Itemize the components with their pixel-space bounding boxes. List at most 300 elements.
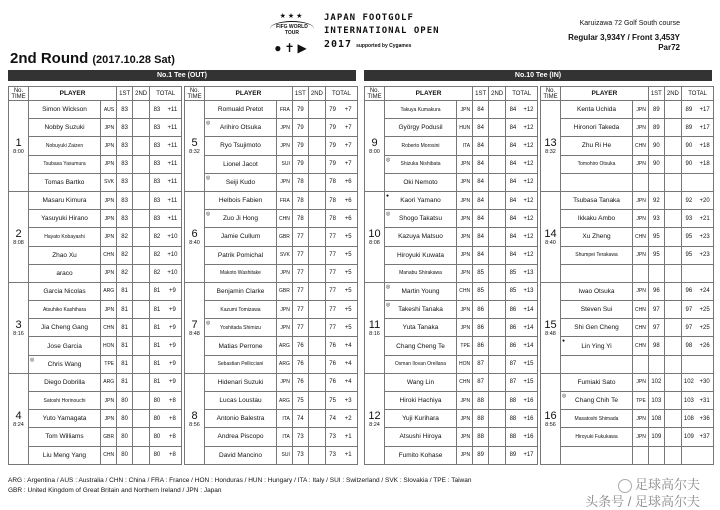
round1-score: 98: [648, 337, 664, 355]
player-name: Jose Garcia: [29, 337, 101, 355]
total-score: 83: [150, 119, 164, 137]
player-mark-icon: ◎: [206, 120, 211, 127]
table-row: [9, 173, 182, 191]
table-row: [185, 264, 358, 282]
to-par: [696, 173, 714, 191]
player-name: ◎ Chang Chih Te: [561, 392, 633, 410]
total-score: 79: [325, 137, 339, 155]
round1-score: [648, 446, 664, 464]
to-par: +11: [164, 101, 182, 119]
round1-score: 84: [473, 210, 489, 228]
round1-score: [648, 355, 664, 373]
total-score: 76: [325, 337, 339, 355]
table-row: [9, 446, 182, 464]
watermark: 足球高尔夫 头条号 / 足球高尔夫: [585, 477, 700, 509]
total-score: 82: [150, 228, 164, 246]
to-par: +5: [339, 228, 357, 246]
round1-score: 88: [473, 410, 489, 428]
round1-score: 97: [648, 301, 664, 319]
player-name: ◎ Seiji Kudo: [205, 173, 277, 191]
round1-score: 97: [648, 319, 664, 337]
round1-score: 83: [117, 101, 133, 119]
player-country: JPN: [277, 319, 293, 337]
round2-score: [308, 155, 325, 173]
player-country: HUN: [457, 119, 473, 137]
total-score: 83: [150, 101, 164, 119]
table-row: [9, 392, 182, 410]
player-country: JPN: [633, 191, 649, 209]
round2-score: [489, 446, 506, 464]
page-title: 2nd Round (2017.10.28 Sat): [10, 50, 175, 67]
round2-score: [489, 137, 506, 155]
player-country: [633, 264, 649, 282]
to-par: +12: [520, 173, 538, 191]
round2-score: [664, 282, 681, 300]
col-player: PLAYER: [561, 87, 649, 101]
total-score: 102: [681, 373, 696, 391]
total-score: [681, 173, 696, 191]
table-row: [9, 428, 182, 446]
to-par: +4: [339, 373, 357, 391]
player-name: ◎ Takeshi Tanaka: [385, 301, 457, 319]
group-time: 9 8:00: [365, 101, 385, 192]
table-row: [9, 337, 182, 355]
player-name: Roberto Morosini: [385, 137, 457, 155]
player-name: Jamie Cullum: [205, 228, 277, 246]
player-name: Zhao Xu: [29, 246, 101, 264]
round2-score: [489, 337, 506, 355]
pairing-table: [364, 86, 538, 465]
round2-score: [308, 319, 325, 337]
col-second: 2ND: [308, 87, 325, 101]
total-score: 73: [325, 446, 339, 464]
total-score: 98: [681, 337, 696, 355]
table-row: [365, 228, 538, 246]
total-score: 74: [325, 410, 339, 428]
player-name: Manabu Shirakawa: [385, 264, 457, 282]
round2-score: [133, 446, 150, 464]
to-par: [696, 264, 714, 282]
player-country: ARG: [101, 373, 117, 391]
player-country: CHN: [633, 319, 649, 337]
group-time: 1 8:00: [9, 101, 29, 192]
player-name: Liu Meng Yang: [29, 446, 101, 464]
round1-score: 93: [648, 210, 664, 228]
round1-score: 78: [292, 210, 308, 228]
player-country: SUI: [277, 155, 293, 173]
table-row: [185, 301, 358, 319]
total-score: 85: [506, 282, 520, 300]
player-name: Wang Lin: [385, 373, 457, 391]
round2-score: [308, 428, 325, 446]
round1-score: 103: [648, 392, 664, 410]
player-name: Makoto Washitake: [205, 264, 277, 282]
player-name: Yuta Tanaka: [385, 319, 457, 337]
round-date: (2017.10.28 Sat): [92, 54, 175, 66]
to-par: +2: [339, 410, 357, 428]
round1-score: 75: [292, 392, 308, 410]
to-par: +10: [164, 264, 182, 282]
total-score: 82: [150, 264, 164, 282]
table-row: [185, 319, 358, 337]
player-country: CHN: [101, 319, 117, 337]
table-row: [9, 264, 182, 282]
round1-score: 73: [292, 446, 308, 464]
player-name: ◎ Shizuka Nishibata: [385, 155, 457, 173]
player-country: JPN: [101, 210, 117, 228]
player-country: JPN: [101, 155, 117, 173]
round2-score: [664, 392, 681, 410]
table-row: [185, 392, 358, 410]
player-name: Hiroyuki Fukukawa: [561, 428, 633, 446]
player-country: JPN: [457, 210, 473, 228]
col-time: No. TIME: [541, 87, 561, 101]
round2-score: [664, 155, 681, 173]
round2-score: [133, 410, 150, 428]
table-row: [541, 282, 714, 300]
player-country: JPN: [633, 410, 649, 428]
round2-score: [308, 191, 325, 209]
round2-score: [133, 228, 150, 246]
col-second: 2ND: [133, 87, 150, 101]
player-name: Matias Perrone: [205, 337, 277, 355]
round1-score: 102: [648, 373, 664, 391]
round2-score: [664, 373, 681, 391]
table-row: [541, 191, 714, 209]
to-par: +21: [696, 210, 714, 228]
round1-score: 82: [117, 264, 133, 282]
total-score: 81: [150, 282, 164, 300]
round2-score: [308, 137, 325, 155]
col-second: 2ND: [664, 87, 681, 101]
round1-score: 84: [473, 155, 489, 173]
table-row: [541, 428, 714, 446]
table-row: [365, 246, 538, 264]
country-legend: ARG : Argentina / AUS : Australia / CHN : China / FRA : France / HON : Honduras / HUN : Hungary / ITA : Italy / SUI : Switzerland / SVK : Slovakia / TPE : Taiwan GBR : United Kingdom of Great Britain and Northern Ireland / JPN : Japan: [8, 477, 472, 494]
table-row: [9, 155, 182, 173]
to-par: +1: [339, 446, 357, 464]
total-score: 86: [506, 337, 520, 355]
to-par: +18: [696, 137, 714, 155]
player-name: Ikkaku Ambo: [561, 210, 633, 228]
round1-score: 78: [292, 173, 308, 191]
round1-score: 88: [473, 428, 489, 446]
total-score: 97: [681, 319, 696, 337]
round1-score: 76: [292, 337, 308, 355]
player-name: ● Lin Ying Yi: [561, 337, 633, 355]
player-country: JPN: [277, 264, 293, 282]
player-mark-icon: ◎: [386, 302, 391, 309]
round1-score: 86: [473, 319, 489, 337]
to-par: +12: [520, 101, 538, 119]
to-par: +9: [164, 319, 182, 337]
player-mark-icon: ◎: [386, 283, 391, 290]
player-mark-icon: ◎: [206, 320, 211, 327]
player-country: [633, 173, 649, 191]
table-row: [541, 355, 714, 373]
player-country: JPN: [277, 301, 293, 319]
table-row: [185, 246, 358, 264]
player-country: JPN: [633, 101, 649, 119]
player-country: JPN: [277, 373, 293, 391]
table-row: [9, 119, 182, 137]
total-score: 77: [325, 301, 339, 319]
pairing-table: [8, 86, 182, 465]
player-country: CHN: [457, 373, 473, 391]
total-score: 88: [506, 428, 520, 446]
total-score: 89: [506, 446, 520, 464]
player-country: JPN: [277, 119, 293, 137]
to-par: +11: [164, 173, 182, 191]
to-par: +9: [164, 301, 182, 319]
player-name: ◎ Shogo Takatsu: [385, 210, 457, 228]
total-score: 96: [681, 282, 696, 300]
round2-score: [489, 373, 506, 391]
total-score: 80: [150, 446, 164, 464]
total-score: 85: [506, 264, 520, 282]
to-par: +17: [696, 101, 714, 119]
player-name: Hidenari Suzuki: [205, 373, 277, 391]
round1-score: 79: [292, 137, 308, 155]
player-country: JPN: [457, 173, 473, 191]
round2-score: [133, 373, 150, 391]
round1-score: 80: [117, 428, 133, 446]
player-country: SVK: [101, 173, 117, 191]
player-name: Fumiaki Sato: [561, 373, 633, 391]
to-par: +5: [339, 282, 357, 300]
table-row: [365, 392, 538, 410]
round1-score: 80: [117, 392, 133, 410]
table-row: [541, 137, 714, 155]
table-row: [365, 301, 538, 319]
table-header: [541, 87, 714, 101]
round1-score: 73: [292, 428, 308, 446]
table-row: [9, 301, 182, 319]
player-country: JPN: [101, 228, 117, 246]
player-country: GBR: [101, 428, 117, 446]
player-country: ARG: [277, 337, 293, 355]
to-par: +4: [339, 355, 357, 373]
watermark-icon: [618, 479, 632, 493]
round2-score: [133, 137, 150, 155]
round1-score: 90: [648, 137, 664, 155]
table-row: [541, 301, 714, 319]
to-par: +15: [520, 373, 538, 391]
table-row: [185, 228, 358, 246]
header: [0, 0, 720, 68]
round2-score: [489, 101, 506, 119]
table-row: [365, 191, 538, 209]
table-row: [185, 101, 358, 119]
table-row: [185, 173, 358, 191]
round2-score: [308, 282, 325, 300]
to-par: +23: [696, 246, 714, 264]
table-row: [541, 173, 714, 191]
player-country: [633, 355, 649, 373]
to-par: +8: [164, 428, 182, 446]
player-country: JPN: [633, 373, 649, 391]
to-par: +11: [164, 210, 182, 228]
table-row: [9, 137, 182, 155]
round2-score: [308, 446, 325, 464]
player-country: HON: [101, 337, 117, 355]
round1-score: 84: [473, 137, 489, 155]
table-row: [541, 210, 714, 228]
player-name: Tsubasa Yasumura: [29, 155, 101, 173]
player-name: [561, 173, 633, 191]
table-row: [541, 410, 714, 428]
round2-score: [664, 210, 681, 228]
player-name: Hiroki Hachiya: [385, 392, 457, 410]
table-row: [185, 410, 358, 428]
total-score: 86: [506, 301, 520, 319]
to-par: +12: [520, 119, 538, 137]
player-name: Hayato Kobayashi: [29, 228, 101, 246]
round2-score: [133, 155, 150, 173]
pairing-table: [184, 86, 358, 465]
player-mark-icon: ●: [386, 192, 390, 199]
round1-score: 77: [292, 264, 308, 282]
round1-score: 108: [648, 410, 664, 428]
player-country: JPN: [457, 428, 473, 446]
round1-score: 80: [117, 446, 133, 464]
to-par: +14: [520, 337, 538, 355]
to-par: +6: [339, 210, 357, 228]
round1-score: 81: [117, 373, 133, 391]
player-name: Tomas Bartko: [29, 173, 101, 191]
col-first: 1ST: [473, 87, 489, 101]
player-name: Shumpei Terakawa: [561, 246, 633, 264]
round1-score: 86: [473, 337, 489, 355]
table-row: [365, 337, 538, 355]
total-score: 82: [150, 246, 164, 264]
player-country: CHN: [633, 228, 649, 246]
table-row: [9, 355, 182, 373]
table-row: [185, 355, 358, 373]
to-par: +13: [520, 264, 538, 282]
to-par: +1: [339, 428, 357, 446]
to-par: +12: [520, 246, 538, 264]
player-country: JPN: [633, 282, 649, 300]
player-country: JPN: [101, 392, 117, 410]
total-score: 73: [325, 428, 339, 446]
table-header: [9, 87, 182, 101]
player-mark-icon: ◎: [562, 393, 567, 399]
total-score: 77: [325, 282, 339, 300]
col-total: TOTAL: [681, 87, 714, 101]
round1-score: 89: [648, 101, 664, 119]
player-country: CHN: [633, 301, 649, 319]
total-score: 103: [681, 392, 696, 410]
player-country: JPN: [101, 137, 117, 155]
round1-score: 78: [292, 191, 308, 209]
round2-score: [133, 210, 150, 228]
badge-stars: ★★★: [279, 13, 305, 20]
table-row: [541, 446, 714, 464]
player-name: Jia Cheng Gang: [29, 319, 101, 337]
player-country: JPN: [101, 264, 117, 282]
total-score: 84: [506, 191, 520, 209]
round1-score: 88: [473, 392, 489, 410]
round2-score: [489, 246, 506, 264]
to-par: +14: [520, 319, 538, 337]
col-player: PLAYER: [385, 87, 473, 101]
to-par: +31: [696, 392, 714, 410]
player-country: ITA: [457, 137, 473, 155]
round1-score: 79: [292, 155, 308, 173]
round2-score: [308, 410, 325, 428]
player-name: Masatoshi Shimada: [561, 410, 633, 428]
event-name: JAPAN FOOTGOLF INTERNATIONAL OPEN 2017 supported by Cygames: [324, 13, 440, 50]
round2-score: [489, 210, 506, 228]
round1-score: 83: [117, 155, 133, 173]
table-row: [365, 319, 538, 337]
to-par: +16: [520, 410, 538, 428]
round1-score: 81: [117, 337, 133, 355]
player-country: CHN: [101, 246, 117, 264]
tour-badge: [262, 12, 322, 62]
player-mark-icon: ●: [562, 338, 566, 345]
player-name: Atsuhiko Kashihara: [29, 301, 101, 319]
to-par: +17: [696, 119, 714, 137]
total-score: 81: [150, 301, 164, 319]
to-par: +12: [520, 210, 538, 228]
round2-score: [489, 282, 506, 300]
player-country: JPN: [277, 173, 293, 191]
player-country: JPN: [633, 210, 649, 228]
round2-score: [489, 191, 506, 209]
player-country: JPN: [457, 191, 473, 209]
player-name: ● Kaori Yamano: [385, 191, 457, 209]
player-name: Nobuyuki Zaizen: [29, 137, 101, 155]
round2-score: [664, 191, 681, 209]
table-row: [185, 210, 358, 228]
player-country: TPE: [457, 337, 473, 355]
player-name: Kazumi Tomizawa: [205, 301, 277, 319]
col-time: No. TIME: [9, 87, 29, 101]
table-row: [9, 101, 182, 119]
player-country: ARG: [101, 282, 117, 300]
table-row: [365, 173, 538, 191]
total-score: 80: [150, 410, 164, 428]
to-par: +7: [339, 119, 357, 137]
group-time: 5 8:32: [185, 101, 205, 192]
table-row: [185, 119, 358, 137]
player-name: Garcia Nicolas: [29, 282, 101, 300]
round1-score: 74: [292, 410, 308, 428]
total-score: 87: [506, 355, 520, 373]
player-name: Lionel Jacot: [205, 155, 277, 173]
player-country: AUS: [101, 101, 117, 119]
player-country: JPN: [457, 301, 473, 319]
table-row: [365, 210, 538, 228]
total-score: 88: [506, 410, 520, 428]
total-score: 95: [681, 246, 696, 264]
player-name: Xu Zheng: [561, 228, 633, 246]
group-time: 15 8:48: [541, 282, 561, 373]
player-name: Simon Wickson: [29, 101, 101, 119]
total-score: 83: [150, 191, 164, 209]
player-country: SUI: [277, 446, 293, 464]
player-country: JPN: [101, 410, 117, 428]
player-name: Takuya Kumakura: [385, 101, 457, 119]
round1-score: 83: [117, 119, 133, 137]
total-score: 84: [506, 246, 520, 264]
player-name: Oki Nemoto: [385, 173, 457, 191]
col-total: TOTAL: [506, 87, 538, 101]
round1-score: 83: [117, 210, 133, 228]
player-name: Kazuya Matsuo: [385, 228, 457, 246]
